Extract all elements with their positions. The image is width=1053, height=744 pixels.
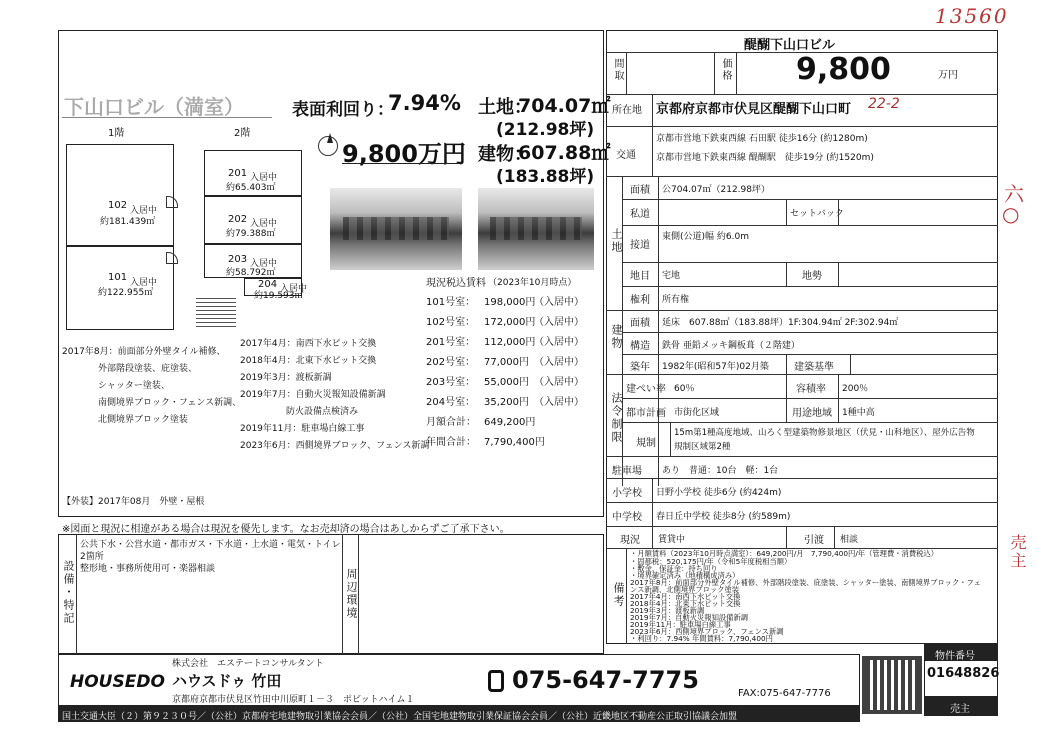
jhs-label: 中学校 — [612, 512, 642, 523]
housedo-logo: HOUSEDO — [70, 672, 165, 692]
table-title: 醍醐下山口ビル — [744, 38, 836, 53]
room-201-area: 約65.403㎡ — [226, 183, 276, 193]
location-label: 所在地 — [612, 105, 642, 116]
remarks-9: 2019年7月：自動火災報知設備新調 — [630, 613, 749, 622]
history-left-4: 北側境界ブロック塗装 — [98, 415, 188, 425]
remarks-10: 2019年11月：駐車場白線工事 — [630, 620, 731, 629]
facilities-text3: 整形地・事務所使用可・楽器相談 — [80, 564, 216, 574]
room-204-area: 約19.593㎡ — [254, 291, 304, 301]
rent-annual-total: 7,790,400円 — [484, 437, 545, 448]
floor2-label: 2階 — [234, 128, 251, 139]
rent-heading-note: （2023年10月時点） — [488, 278, 577, 288]
rent-monthly-total: 649,200円 — [484, 417, 536, 428]
qr-code-icon — [862, 656, 922, 714]
status-label: 現況 — [620, 535, 640, 546]
history-left-3: 南側境界ブロック・フェンス新調、 — [98, 398, 242, 408]
kenri-value: 所有権 — [662, 295, 690, 305]
remarks-12: ・利回り：7.94% 年間賃料：7,790,400円 — [630, 634, 773, 643]
compass-icon — [318, 136, 338, 156]
history-mid-3: 2019年7月：自動火災報知設備新調 — [240, 390, 386, 400]
surround-label: 周辺環境 — [345, 568, 358, 620]
remarks-0: ・月額賃料（2023年10月時点満室）：649,200円/月 7,790,400円/年（管理費・消費税込） — [630, 549, 939, 558]
chimoku-label: 地目 — [630, 271, 650, 282]
room-204-no: 204 — [258, 279, 278, 290]
handwritten-note-1: 六 — [1004, 182, 1024, 206]
rent-status-201: （入居中） — [534, 337, 584, 348]
remarks-2: ・敷金、保証金：持ち回り — [630, 564, 718, 573]
phone-number[interactable]: 075-647-7775 — [512, 666, 699, 694]
yoseki-value: 200％ — [842, 384, 869, 394]
kisei-label: 規制 — [636, 438, 656, 449]
room-102-area: 約181.439㎡ — [100, 217, 156, 227]
history-mid-1: 2018年4月：北東下水ピット交換 — [240, 356, 377, 366]
table-price: 9,800 — [796, 52, 891, 87]
land-area: 704.07㎡ — [518, 95, 611, 117]
rent-amount-102: 172,000円 — [484, 317, 536, 328]
room-102 — [66, 144, 174, 246]
rent-amount-202: 77,000円 — [484, 357, 529, 368]
rent-annual-label: 年間合計： — [426, 437, 476, 448]
handwritten-number: 13560 — [935, 4, 1009, 28]
remarks-6: 2017年4月：南西下水ピット交換 — [630, 592, 741, 601]
remarks-4: 2017年8月：前面部分外壁タイル補修、外部階段塗装、庇塗装、シャッター塗装、南側境界ブロック・フェ — [630, 578, 981, 587]
history-mid-4: 防火設備点検済み — [286, 407, 359, 417]
rent-amount-203: 55,000円 — [484, 377, 529, 388]
room-203-area: 約58.792㎡ — [226, 268, 276, 278]
company-type: 株式会社 エステートコンサルタント — [172, 659, 324, 669]
madori-label: 間取 — [612, 58, 623, 82]
building-photo-2 — [478, 188, 594, 270]
rent-amount-101: 198,000円 — [484, 297, 536, 308]
chisei-label: 地勢 — [802, 271, 822, 282]
land-label: 土地： — [478, 97, 532, 118]
rent-room-201: 201号室： — [426, 337, 476, 348]
rent-room-202: 202号室： — [426, 357, 476, 368]
structure-value: 鉄骨 亜鉛メッキ鋼板葺（２階建） — [662, 341, 800, 351]
parking-value: あり 普通：10台 軽：1台 — [662, 466, 779, 476]
rent-monthly-label: 月額合計： — [426, 417, 476, 428]
building-photo-1 — [330, 188, 462, 270]
facilities-text2: 2箇所 — [80, 552, 104, 562]
phone-icon — [488, 670, 504, 692]
exterior-note: 【外装】2017年08月 外壁・屋根 — [62, 497, 205, 507]
seller-label: 売主 — [950, 704, 970, 715]
bldg-area-value: 延床 607.88㎡（183.88坪）1F:304.94㎡ 2F:302.94㎡ — [662, 318, 899, 328]
remarks-label: 備考 — [612, 582, 625, 608]
company-address: 京都府京都市伏見区竹田中川原町１－３ ポビットハイム１ — [172, 695, 415, 705]
traffic-label: 交通 — [616, 150, 636, 161]
handover-value: 相談 — [840, 535, 859, 545]
room-201-no: 201 — [228, 168, 248, 179]
built-value: 1982年(昭和57年)02月築 — [662, 362, 769, 372]
rent-room-204: 204号室： — [426, 397, 476, 408]
kenpei-label: 建ぺい率 — [626, 384, 666, 395]
structure-label: 構造 — [630, 341, 650, 352]
remarks-1: ・固都税：520,175円/年（令和5年度税相当額） — [630, 557, 792, 566]
shido-label: 私道 — [630, 209, 650, 220]
elem-label: 小学校 — [612, 488, 642, 499]
remarks-5: ンス新調、北側境界ブロック塗装 — [630, 585, 740, 594]
room-202-no: 202 — [228, 214, 248, 225]
room-101-area: 約122.955㎡ — [98, 288, 154, 298]
kenpei-value: 60％ — [674, 384, 695, 394]
history-left-0: 2017年8月：前面部分外壁タイル補修、 — [62, 347, 226, 357]
price-unit: 万円 — [938, 70, 958, 81]
rent-amount-201: 112,000円 — [484, 337, 536, 348]
room-204-status: 入居中 — [280, 284, 308, 294]
parking-label: 駐車場 — [612, 466, 642, 477]
elem-value: 日野小学校 徒歩6分 (約424m) — [656, 488, 782, 498]
facilities-box — [58, 534, 604, 654]
room-201-status: 入居中 — [250, 173, 278, 183]
rent-room-102: 102号室： — [426, 317, 476, 328]
kenri-label: 権利 — [630, 295, 650, 306]
road-value: 東側(公道)幅 約6.0m — [662, 232, 749, 242]
kijun-label: 建築基準 — [794, 362, 834, 373]
traffic-2: 京都市営地下鉄東西線 醍醐駅 徒歩19分 (約1520m) — [656, 153, 874, 163]
menseki-label: 面積 — [630, 185, 650, 196]
history-mid-6: 2023年6月：西側境界ブロック、フェンス新調 — [240, 441, 430, 451]
disclaimer: ※図面と現況に相違がある場合は現況を優先します。なお売却済の場合はあしからずご了承下さい。 — [62, 524, 510, 535]
building-title: 下山口ビル（満室） — [64, 95, 244, 119]
room-203-status: 入居中 — [250, 259, 278, 269]
history-left-1: 外部階段塗装、庇塗装、 — [98, 364, 198, 374]
history-mid-5: 2019年11月：駐車場白線工事 — [240, 424, 365, 434]
room-102-status: 入居中 — [130, 206, 158, 216]
property-no-value: 01648826 — [927, 666, 1000, 681]
license-line: 国土交通大臣（２）第９２３０号／（公社）京都府宅地建物取引業協会会員／（公社）全国宅地建物取引業保証協会会員／（公社）近畿地区不動産公正取引協議会加盟 — [62, 712, 738, 722]
room-102-no: 102 — [108, 200, 128, 211]
land-tsubo: (212.98坪) — [496, 120, 595, 140]
youto-label: 用途地域 — [792, 408, 832, 419]
road-label: 接道 — [630, 240, 650, 251]
remarks-7: 2018年4月：北東下水ピット交換 — [630, 599, 741, 608]
price-large: 9,800万円 — [342, 140, 466, 168]
remarks-11: 2023年6月：西側境界ブロック、フェンス新調 — [630, 627, 784, 636]
land-section-label: 土地 — [610, 228, 623, 254]
bldg-area-label: 面積 — [630, 318, 650, 329]
toshi-value: 市街化区域 — [674, 408, 720, 418]
rent-status-101: （入居中） — [534, 297, 584, 308]
kisei-1: 15m第1種高度地域、山ろく型建築物修景地区（伏見・山科地区）、屋外広告物 — [674, 428, 975, 438]
rent-room-203: 203号室： — [426, 377, 476, 388]
building-label: 建物： — [478, 144, 532, 165]
law-section-label: 法令制限 — [610, 392, 623, 444]
facilities-label: 設備・特記 — [62, 560, 75, 625]
rent-heading: 現況税込賃料 — [426, 278, 486, 289]
handwritten-note-3: 売主 — [1008, 534, 1027, 570]
fax-number: FAX:075-647-7776 — [738, 688, 831, 699]
handwritten-note-2: ○ — [1002, 202, 1020, 226]
room-101-no: 101 — [108, 272, 128, 283]
rent-status-202: （入居中） — [534, 357, 584, 368]
handover-label: 引渡 — [804, 535, 824, 546]
toshi-label: 都市計画 — [626, 408, 666, 419]
setback-label: セットバック — [790, 209, 844, 219]
facilities-text1: 公共下水・公営水道・都市ガス・下水道・上水道・電気・トイレ — [80, 540, 341, 550]
remarks-8: 2019年3月：渡板新調 — [630, 606, 705, 615]
jhs-value: 春日丘中学校 徒歩8分 (約589m) — [656, 512, 791, 522]
built-label: 築年 — [630, 362, 650, 373]
history-mid-2: 2019年3月：渡板新調 — [240, 373, 332, 383]
status-value: 賃貸中 — [658, 535, 686, 545]
room-202-status: 入居中 — [250, 219, 278, 229]
rent-status-203: （入居中） — [534, 377, 584, 388]
building-tsubo: (183.88坪) — [496, 167, 595, 187]
youto-value: 1種中高 — [842, 408, 875, 418]
yield-label: 表面利回り： — [292, 100, 394, 120]
rent-status-102: （入居中） — [534, 317, 584, 328]
room-203-no: 203 — [228, 254, 248, 265]
location-value: 京都府京都市伏見区醍醐下山口町 — [656, 102, 852, 117]
bldg-section-label: 建物 — [610, 324, 623, 350]
remarks-3: ・境界確定済み（地積構成済み） — [630, 571, 740, 580]
yoseki-label: 容積率 — [796, 384, 826, 395]
room-101-status: 入居中 — [130, 278, 158, 288]
chimoku-value: 宅地 — [662, 271, 681, 281]
rent-amount-204: 35,200円 — [484, 397, 529, 408]
history-left-2: シャッター塗装、 — [98, 381, 170, 391]
traffic-1: 京都市営地下鉄東西線 石田駅 徒歩16分 (約1280m) — [656, 134, 868, 144]
kakaku-label: 価格 — [720, 58, 731, 82]
history-mid-0: 2017年4月：南西下水ピット交換 — [240, 339, 377, 349]
rent-room-101: 101号室： — [426, 297, 476, 308]
rent-status-204: （入居中） — [534, 397, 584, 408]
building-area: 607.88㎡ — [518, 142, 611, 164]
handwritten-addr: 22-2 — [868, 96, 900, 112]
room-202-area: 約79.388㎡ — [226, 229, 276, 239]
property-no-label: 物件番号 — [935, 651, 975, 662]
floor1-label: 1階 — [108, 128, 125, 139]
yield-value: 7.94% — [388, 91, 461, 115]
kisei-2: 規制区域第2種 — [674, 442, 731, 452]
land-area-value: 公704.07㎡（212.98坪） — [662, 185, 770, 195]
brand-name: ハウスドゥ 竹田 — [172, 672, 282, 690]
